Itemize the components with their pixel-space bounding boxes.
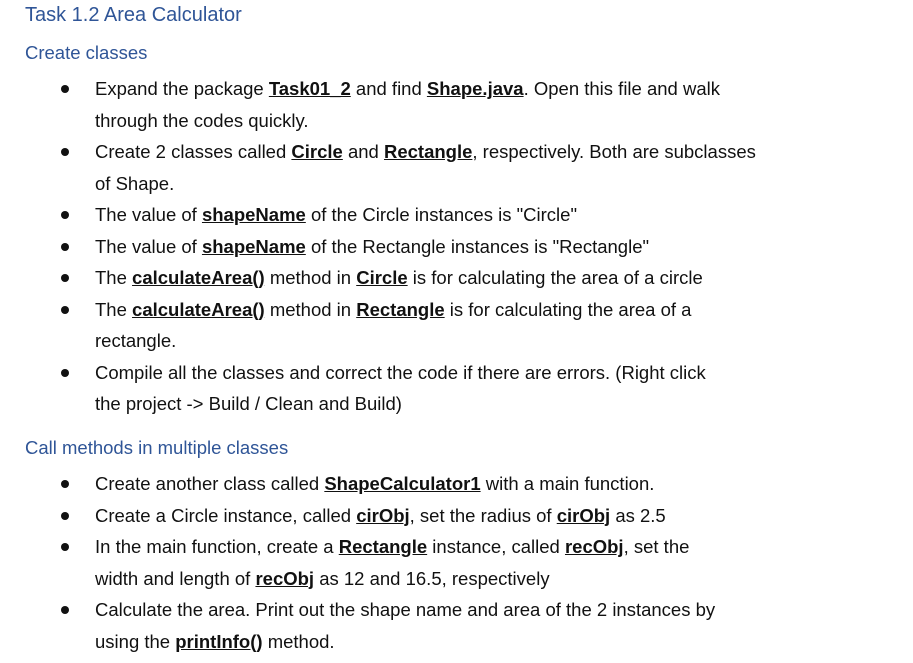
code-term: Shape.java [426, 78, 524, 99]
code-term: Circle [356, 267, 408, 288]
text-segment: and [342, 141, 384, 162]
text-segment: the project -> Build / Clean and Build) [95, 393, 402, 414]
bullet-line [95, 73, 873, 105]
section-heading-call-methods: Call methods in multiple classes [25, 437, 289, 458]
bullet-item [0, 199, 913, 231]
text-segment: Create another class called [95, 473, 325, 494]
bullet-item [0, 262, 913, 294]
text-segment: rectangle. [95, 330, 177, 351]
section-heading-create-classes: Create classes [25, 42, 148, 63]
bullet-line [95, 168, 873, 200]
bullet-line [95, 262, 873, 294]
bullet-line [95, 500, 873, 532]
text-segment: Compile all the classes and correct the code if there are errors. (Right click [95, 361, 706, 383]
bullet-line [95, 231, 873, 263]
text-segment: of the Rectangle instances is "Rectangle" [305, 235, 650, 257]
bullet-item [0, 73, 913, 136]
bullet-item [0, 500, 913, 532]
text-segment: using the [95, 630, 176, 652]
code-term: Circle [291, 141, 343, 162]
bullet-item [0, 294, 913, 357]
bullet-line [95, 563, 873, 595]
bullet-line [95, 325, 873, 357]
text-segment: Create 2 classes called [95, 141, 292, 162]
text-segment: Calculate the area. Print out the shape name and area of the 2 instances by [95, 599, 716, 620]
code-term: recObj [564, 536, 624, 557]
text-segment: method in [264, 267, 357, 288]
bullet-line [95, 136, 873, 168]
text-segment: The [95, 267, 133, 288]
text-segment: The value of [95, 235, 202, 257]
text-segment: . Open this file and walk [523, 78, 720, 99]
code-term: recObj [255, 567, 315, 589]
code-term: cirObj [556, 504, 611, 526]
bullet-list-call-methods [0, 468, 913, 657]
text-segment: as 2.5 [610, 504, 666, 526]
text-segment: is for calculating the area of a [444, 298, 692, 320]
code-term: calculateArea() [132, 298, 265, 320]
bullet-item [0, 468, 913, 500]
code-term: Rectangle [383, 141, 473, 162]
bullet-line [95, 294, 873, 326]
text-segment: instance, called [427, 536, 565, 557]
code-term: shapeName [201, 204, 306, 225]
text-segment: is for calculating the area of a circle [407, 267, 703, 288]
text-segment: In the main function, create a [95, 536, 339, 557]
bullet-line [95, 105, 873, 137]
document-title: Task 1.2 Area Calculator [25, 4, 242, 26]
text-segment: The value of [95, 204, 202, 225]
code-term: shapeName [201, 235, 306, 257]
bullet-list-create-classes [0, 73, 913, 420]
text-segment: method. [262, 630, 335, 652]
text-segment: width and length of [95, 567, 256, 589]
text-segment: , respectively. Both are subclasses [472, 141, 756, 162]
code-term: Rectangle [338, 536, 428, 557]
code-term: printInfo() [175, 630, 263, 652]
bullet-line [95, 199, 873, 231]
text-segment: of Shape. [95, 172, 175, 194]
code-term: Task01_2 [268, 78, 351, 99]
text-segment: method in [264, 298, 357, 320]
text-segment: through the codes quickly. [95, 109, 309, 131]
bullet-line [95, 626, 873, 658]
bullet-line [95, 531, 873, 563]
bullet-item [0, 357, 913, 420]
bullet-item [0, 136, 913, 199]
code-term: Rectangle [356, 298, 445, 320]
bullet-item [0, 231, 913, 263]
bullet-item [0, 531, 913, 594]
code-term: calculateArea() [132, 267, 265, 288]
code-term: cirObj [356, 504, 410, 526]
text-segment: and find [350, 78, 427, 99]
code-term: ShapeCalculator1 [324, 473, 481, 494]
bullet-line [95, 357, 873, 389]
text-segment: Create a Circle instance, called [95, 504, 357, 526]
text-segment: of the Circle instances is "Circle" [305, 204, 578, 225]
text-segment: , set the radius of [409, 504, 557, 526]
bullet-line [95, 468, 873, 500]
bullet-item [0, 594, 913, 657]
text-segment: with a main function. [480, 473, 655, 494]
text-segment: , set the [623, 536, 690, 557]
text-segment: Expand the package [95, 78, 269, 99]
text-segment: as 12 and 16.5, respectively [314, 567, 550, 589]
text-segment: The [95, 298, 133, 320]
bullet-line [95, 388, 873, 420]
bullet-line [95, 594, 873, 626]
